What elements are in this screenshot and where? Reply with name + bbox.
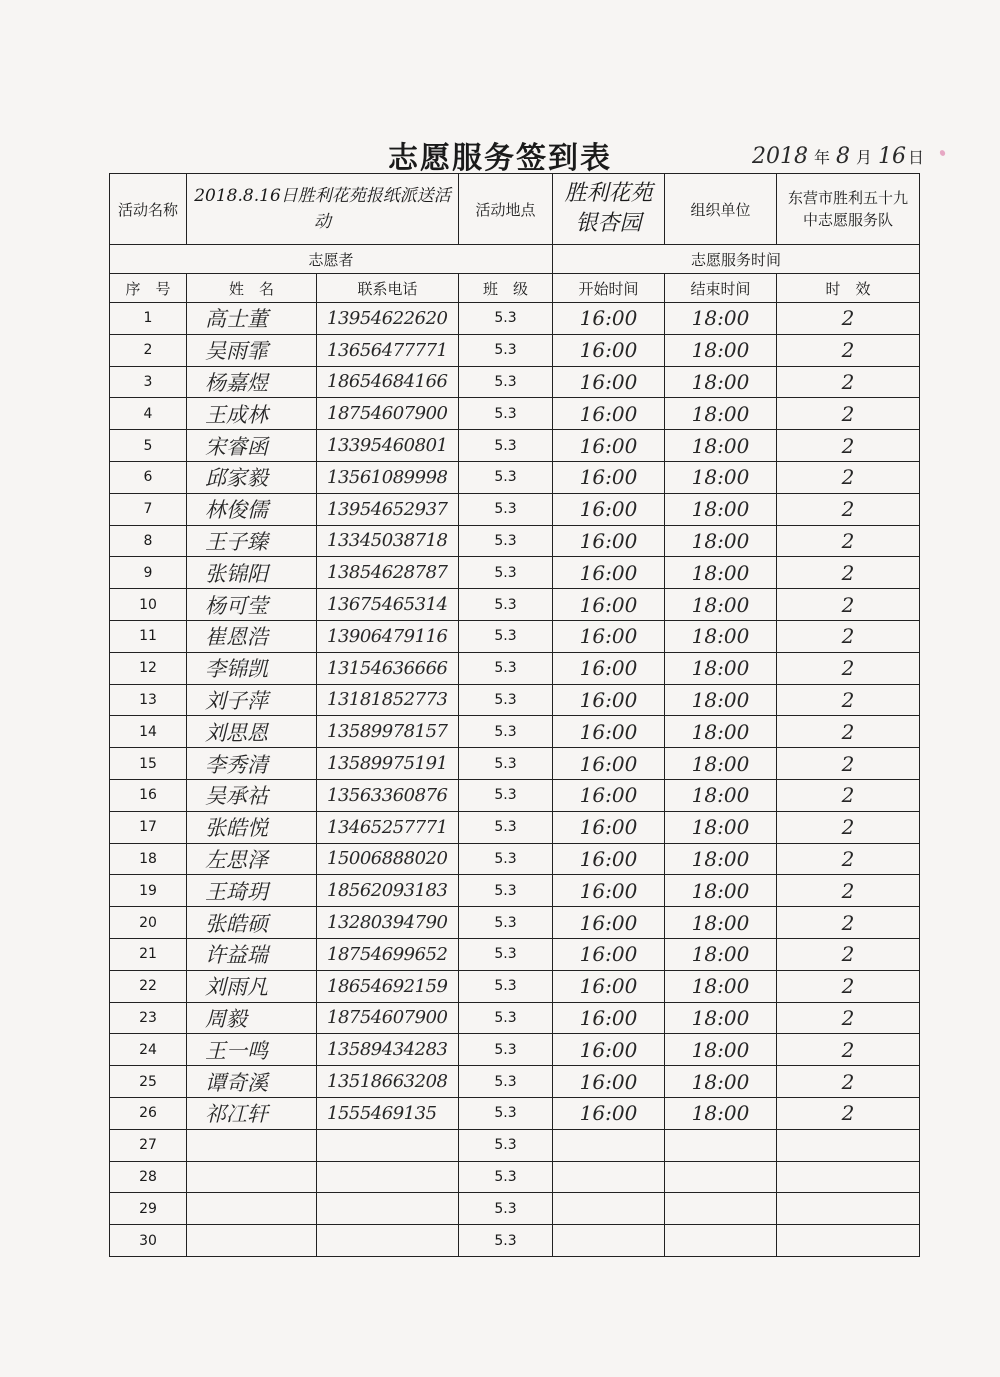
cell-name: 谭奇溪 bbox=[187, 1066, 317, 1098]
cell-start-time: 16:00 bbox=[553, 366, 665, 398]
cell-phone: 13954652937 bbox=[317, 493, 459, 525]
cell-no: 3 bbox=[110, 366, 187, 398]
date-year-unit: 年 bbox=[814, 148, 831, 167]
date-line bbox=[752, 144, 930, 169]
cell-hours: 2 bbox=[777, 748, 920, 780]
header-class: 班 级 bbox=[459, 274, 553, 303]
cell-phone: 13181852773 bbox=[317, 684, 459, 716]
cell-phone: 13954622620 bbox=[317, 303, 459, 335]
cell-end-time: 18:00 bbox=[665, 748, 777, 780]
cell-name: 王成林 bbox=[187, 398, 317, 430]
cell-name: 吴承祜 bbox=[187, 779, 317, 811]
cell-name bbox=[187, 1225, 317, 1257]
cell-end-time bbox=[665, 1193, 777, 1225]
cell-class: 5.3 bbox=[459, 557, 553, 589]
date-day: 16 bbox=[878, 144, 907, 169]
header-start: 开始时间 bbox=[553, 274, 665, 303]
cell-class: 5.3 bbox=[459, 938, 553, 970]
cell-start-time: 16:00 bbox=[553, 589, 665, 621]
header-phone: 联系电话 bbox=[317, 274, 459, 303]
cell-end-time: 18:00 bbox=[665, 589, 777, 621]
cell-no: 27 bbox=[110, 1129, 187, 1161]
cell-end-time: 18:00 bbox=[665, 1034, 777, 1066]
page-title: 志愿服务签到表 bbox=[388, 141, 612, 176]
cell-class: 5.3 bbox=[459, 525, 553, 557]
cell-phone bbox=[317, 1193, 459, 1225]
cell-no: 20 bbox=[110, 907, 187, 939]
cell-class: 5.3 bbox=[459, 652, 553, 684]
date-year: 2018 bbox=[752, 144, 808, 169]
table-row bbox=[110, 1161, 920, 1193]
cell-hours: 2 bbox=[777, 557, 920, 589]
cell-end-time: 18:00 bbox=[665, 303, 777, 335]
cell-end-time: 18:00 bbox=[665, 970, 777, 1002]
cell-end-time: 18:00 bbox=[665, 811, 777, 843]
cell-end-time: 18:00 bbox=[665, 779, 777, 811]
cell-start-time bbox=[553, 1225, 665, 1257]
cell-end-time: 18:00 bbox=[665, 1097, 777, 1129]
cell-phone: 13561089998 bbox=[317, 461, 459, 493]
cell-no: 11 bbox=[110, 620, 187, 652]
table-row bbox=[110, 303, 920, 335]
cell-name bbox=[187, 1193, 317, 1225]
cell-hours: 2 bbox=[777, 684, 920, 716]
cell-class: 5.3 bbox=[459, 843, 553, 875]
cell-phone: 13280394790 bbox=[317, 907, 459, 939]
cell-phone: 13154636666 bbox=[317, 652, 459, 684]
table-row bbox=[110, 843, 920, 875]
date-month: 8 bbox=[836, 144, 851, 169]
cell-class: 5.3 bbox=[459, 970, 553, 1002]
cell-phone: 15006888020 bbox=[317, 843, 459, 875]
cell-hours: 2 bbox=[777, 970, 920, 1002]
cell-name: 李秀清 bbox=[187, 748, 317, 780]
cell-no: 18 bbox=[110, 843, 187, 875]
cell-no: 5 bbox=[110, 430, 187, 462]
cell-phone: 18754607900 bbox=[317, 1002, 459, 1034]
cell-class: 5.3 bbox=[459, 1225, 553, 1257]
cell-class: 5.3 bbox=[459, 716, 553, 748]
sign-in-table bbox=[109, 173, 920, 1257]
cell-name: 邱家毅 bbox=[187, 461, 317, 493]
location-label: 活动地点 bbox=[459, 174, 553, 245]
cell-name: 周毅 bbox=[187, 1002, 317, 1034]
cell-class: 5.3 bbox=[459, 1034, 553, 1066]
cell-phone: 13854628787 bbox=[317, 557, 459, 589]
cell-phone: 13345038718 bbox=[317, 525, 459, 557]
cell-start-time: 16:00 bbox=[553, 493, 665, 525]
cell-no: 12 bbox=[110, 652, 187, 684]
table-row bbox=[110, 652, 920, 684]
cell-name: 高士董 bbox=[187, 303, 317, 335]
header-hours: 时 效 bbox=[777, 274, 920, 303]
cell-hours: 2 bbox=[777, 620, 920, 652]
cell-class: 5.3 bbox=[459, 398, 553, 430]
cell-start-time: 16:00 bbox=[553, 303, 665, 335]
cell-no: 28 bbox=[110, 1161, 187, 1193]
cell-start-time: 16:00 bbox=[553, 334, 665, 366]
cell-start-time: 16:00 bbox=[553, 1066, 665, 1098]
cell-phone: 13465257771 bbox=[317, 811, 459, 843]
cell-end-time: 18:00 bbox=[665, 843, 777, 875]
cell-start-time: 16:00 bbox=[553, 779, 665, 811]
cell-name: 刘子萍 bbox=[187, 684, 317, 716]
cell-end-time: 18:00 bbox=[665, 652, 777, 684]
cell-no: 4 bbox=[110, 398, 187, 430]
cell-hours: 2 bbox=[777, 907, 920, 939]
cell-phone: 18654684166 bbox=[317, 366, 459, 398]
cell-class: 5.3 bbox=[459, 779, 553, 811]
activity-name-value: 2018.8.16日胜利花苑报纸派送活动 bbox=[187, 174, 459, 245]
cell-name: 王一鸣 bbox=[187, 1034, 317, 1066]
cell-phone: 13563360876 bbox=[317, 779, 459, 811]
cell-name: 宋睿函 bbox=[187, 430, 317, 462]
cell-start-time: 16:00 bbox=[553, 938, 665, 970]
cell-class: 5.3 bbox=[459, 811, 553, 843]
date-day-unit: 日 bbox=[908, 148, 925, 167]
cell-end-time: 18:00 bbox=[665, 493, 777, 525]
cell-start-time: 16:00 bbox=[553, 875, 665, 907]
cell-phone bbox=[317, 1161, 459, 1193]
cell-name: 崔恩浩 bbox=[187, 620, 317, 652]
cell-phone: 13589975191 bbox=[317, 748, 459, 780]
cell-class: 5.3 bbox=[459, 366, 553, 398]
cell-name: 刘思恩 bbox=[187, 716, 317, 748]
header-name: 姓 名 bbox=[187, 274, 317, 303]
group-volunteer: 志愿者 bbox=[110, 245, 553, 274]
cell-start-time: 16:00 bbox=[553, 557, 665, 589]
cell-name: 王子臻 bbox=[187, 525, 317, 557]
table-row bbox=[110, 1097, 920, 1129]
cell-start-time: 16:00 bbox=[553, 620, 665, 652]
table-row bbox=[110, 1193, 920, 1225]
cell-phone: 18562093183 bbox=[317, 875, 459, 907]
cell-end-time: 18:00 bbox=[665, 398, 777, 430]
table-row bbox=[110, 430, 920, 462]
activity-name-label: 活动名称 bbox=[110, 174, 187, 245]
cell-end-time: 18:00 bbox=[665, 938, 777, 970]
cell-start-time: 16:00 bbox=[553, 811, 665, 843]
cell-no: 7 bbox=[110, 493, 187, 525]
cell-no: 14 bbox=[110, 716, 187, 748]
cell-end-time: 18:00 bbox=[665, 430, 777, 462]
cell-phone: 18754699652 bbox=[317, 938, 459, 970]
cell-name: 王琦玥 bbox=[187, 875, 317, 907]
cell-start-time: 16:00 bbox=[553, 461, 665, 493]
cell-hours bbox=[777, 1225, 920, 1257]
cell-hours: 2 bbox=[777, 430, 920, 462]
cell-class: 5.3 bbox=[459, 1129, 553, 1161]
cell-no: 15 bbox=[110, 748, 187, 780]
activity-info-row bbox=[110, 174, 920, 245]
cell-start-time: 16:00 bbox=[553, 970, 665, 1002]
table-row bbox=[110, 493, 920, 525]
table-row bbox=[110, 1225, 920, 1257]
table-row bbox=[110, 970, 920, 1002]
cell-phone: 13518663208 bbox=[317, 1066, 459, 1098]
cell-end-time: 18:00 bbox=[665, 557, 777, 589]
cell-no: 23 bbox=[110, 1002, 187, 1034]
cell-hours: 2 bbox=[777, 652, 920, 684]
cell-class: 5.3 bbox=[459, 303, 553, 335]
cell-hours: 2 bbox=[777, 938, 920, 970]
cell-end-time: 18:00 bbox=[665, 1066, 777, 1098]
cell-end-time: 18:00 bbox=[665, 525, 777, 557]
table-row bbox=[110, 366, 920, 398]
cell-phone bbox=[317, 1129, 459, 1161]
cell-no: 22 bbox=[110, 970, 187, 1002]
cell-hours: 2 bbox=[777, 843, 920, 875]
cell-end-time: 18:00 bbox=[665, 366, 777, 398]
cell-start-time: 16:00 bbox=[553, 1034, 665, 1066]
cell-no: 1 bbox=[110, 303, 187, 335]
cell-end-time: 18:00 bbox=[665, 620, 777, 652]
cell-class: 5.3 bbox=[459, 907, 553, 939]
cell-no: 21 bbox=[110, 938, 187, 970]
cell-name: 吴雨霏 bbox=[187, 334, 317, 366]
cell-start-time: 16:00 bbox=[553, 652, 665, 684]
table-row bbox=[110, 1066, 920, 1098]
table-row bbox=[110, 589, 920, 621]
cell-phone: 13675465314 bbox=[317, 589, 459, 621]
cell-hours: 2 bbox=[777, 1034, 920, 1066]
cell-hours: 2 bbox=[777, 334, 920, 366]
cell-hours: 2 bbox=[777, 493, 920, 525]
table-row bbox=[110, 620, 920, 652]
group-header-row bbox=[110, 245, 920, 274]
table-row bbox=[110, 334, 920, 366]
table-row bbox=[110, 1002, 920, 1034]
cell-class: 5.3 bbox=[459, 589, 553, 621]
cell-start-time: 16:00 bbox=[553, 843, 665, 875]
cell-hours: 2 bbox=[777, 589, 920, 621]
cell-class: 5.3 bbox=[459, 1193, 553, 1225]
cell-phone: 18754607900 bbox=[317, 398, 459, 430]
cell-no: 24 bbox=[110, 1034, 187, 1066]
cell-end-time: 18:00 bbox=[665, 875, 777, 907]
cell-name: 张皓悦 bbox=[187, 811, 317, 843]
cell-class: 5.3 bbox=[459, 748, 553, 780]
column-header-row bbox=[110, 274, 920, 303]
table-row bbox=[110, 1034, 920, 1066]
cell-class: 5.3 bbox=[459, 684, 553, 716]
cell-hours: 2 bbox=[777, 1066, 920, 1098]
cell-no: 26 bbox=[110, 1097, 187, 1129]
cell-class: 5.3 bbox=[459, 1161, 553, 1193]
cell-hours bbox=[777, 1129, 920, 1161]
cell-hours: 2 bbox=[777, 1097, 920, 1129]
cell-end-time bbox=[665, 1129, 777, 1161]
cell-no: 17 bbox=[110, 811, 187, 843]
table-row bbox=[110, 525, 920, 557]
cell-name bbox=[187, 1129, 317, 1161]
cell-hours: 2 bbox=[777, 811, 920, 843]
cell-start-time: 16:00 bbox=[553, 398, 665, 430]
table-row bbox=[110, 398, 920, 430]
cell-no: 8 bbox=[110, 525, 187, 557]
table-row bbox=[110, 557, 920, 589]
cell-end-time: 18:00 bbox=[665, 684, 777, 716]
cell-hours bbox=[777, 1161, 920, 1193]
cell-name: 祁冮轩 bbox=[187, 1097, 317, 1129]
cell-class: 5.3 bbox=[459, 1097, 553, 1129]
cell-name: 许益瑞 bbox=[187, 938, 317, 970]
table-row bbox=[110, 875, 920, 907]
cell-no: 9 bbox=[110, 557, 187, 589]
cell-no: 19 bbox=[110, 875, 187, 907]
cell-class: 5.3 bbox=[459, 461, 553, 493]
cell-hours: 2 bbox=[777, 398, 920, 430]
cell-no: 13 bbox=[110, 684, 187, 716]
cell-end-time: 18:00 bbox=[665, 907, 777, 939]
cell-class: 5.3 bbox=[459, 1002, 553, 1034]
cell-no: 6 bbox=[110, 461, 187, 493]
cell-class: 5.3 bbox=[459, 334, 553, 366]
cell-hours: 2 bbox=[777, 1002, 920, 1034]
cell-name bbox=[187, 1161, 317, 1193]
table-row bbox=[110, 811, 920, 843]
cell-phone: 18654692159 bbox=[317, 970, 459, 1002]
cell-class: 5.3 bbox=[459, 430, 553, 462]
cell-end-time: 18:00 bbox=[665, 1002, 777, 1034]
org-label: 组织单位 bbox=[665, 174, 777, 245]
cell-hours: 2 bbox=[777, 779, 920, 811]
cell-no: 2 bbox=[110, 334, 187, 366]
cell-start-time: 16:00 bbox=[553, 525, 665, 557]
cell-hours: 2 bbox=[777, 525, 920, 557]
cell-class: 5.3 bbox=[459, 620, 553, 652]
cell-end-time bbox=[665, 1225, 777, 1257]
cell-phone: 13656477771 bbox=[317, 334, 459, 366]
table-row bbox=[110, 1129, 920, 1161]
header-no: 序 号 bbox=[110, 274, 187, 303]
table-row bbox=[110, 779, 920, 811]
table-row bbox=[110, 748, 920, 780]
cell-class: 5.3 bbox=[459, 875, 553, 907]
cell-start-time: 16:00 bbox=[553, 907, 665, 939]
cell-name: 张锦阳 bbox=[187, 557, 317, 589]
cell-end-time: 18:00 bbox=[665, 334, 777, 366]
cell-phone: 13395460801 bbox=[317, 430, 459, 462]
cell-phone bbox=[317, 1225, 459, 1257]
cell-name: 张皓硕 bbox=[187, 907, 317, 939]
cell-end-time: 18:00 bbox=[665, 716, 777, 748]
table-row bbox=[110, 907, 920, 939]
cell-phone: 1555469135 bbox=[317, 1097, 459, 1129]
cell-phone: 13589434283 bbox=[317, 1034, 459, 1066]
table-row bbox=[110, 684, 920, 716]
cell-start-time bbox=[553, 1161, 665, 1193]
cell-start-time bbox=[553, 1129, 665, 1161]
cell-phone: 13589978157 bbox=[317, 716, 459, 748]
cell-name: 左思泽 bbox=[187, 843, 317, 875]
cell-name: 杨可莹 bbox=[187, 589, 317, 621]
org-value: 东营市胜利五十九中志愿服务队 bbox=[777, 174, 920, 245]
cell-class: 5.3 bbox=[459, 493, 553, 525]
cell-start-time bbox=[553, 1193, 665, 1225]
cell-start-time: 16:00 bbox=[553, 1002, 665, 1034]
cell-start-time: 16:00 bbox=[553, 1097, 665, 1129]
cell-no: 29 bbox=[110, 1193, 187, 1225]
cell-start-time: 16:00 bbox=[553, 748, 665, 780]
table-row bbox=[110, 938, 920, 970]
cell-end-time bbox=[665, 1161, 777, 1193]
header-end: 结束时间 bbox=[665, 274, 777, 303]
cell-hours: 2 bbox=[777, 366, 920, 398]
cell-hours: 2 bbox=[777, 461, 920, 493]
cell-name: 杨嘉煜 bbox=[187, 366, 317, 398]
cell-phone: 13906479116 bbox=[317, 620, 459, 652]
cell-name: 李锦凯 bbox=[187, 652, 317, 684]
cell-hours: 2 bbox=[777, 875, 920, 907]
cell-start-time: 16:00 bbox=[553, 716, 665, 748]
table-row bbox=[110, 461, 920, 493]
cell-name: 刘雨凡 bbox=[187, 970, 317, 1002]
cell-name: 林俊儒 bbox=[187, 493, 317, 525]
cell-start-time: 16:00 bbox=[553, 430, 665, 462]
date-month-unit: 月 bbox=[856, 148, 873, 167]
cell-hours: 2 bbox=[777, 716, 920, 748]
cell-hours: 2 bbox=[777, 303, 920, 335]
location-value: 胜利花苑银杏园 bbox=[553, 174, 665, 245]
table-row bbox=[110, 716, 920, 748]
cell-start-time: 16:00 bbox=[553, 684, 665, 716]
cell-class: 5.3 bbox=[459, 1066, 553, 1098]
cell-no: 10 bbox=[110, 589, 187, 621]
cell-no: 16 bbox=[110, 779, 187, 811]
group-service-time: 志愿服务时间 bbox=[553, 245, 920, 274]
cell-no: 30 bbox=[110, 1225, 187, 1257]
cell-no: 25 bbox=[110, 1066, 187, 1098]
cell-end-time: 18:00 bbox=[665, 461, 777, 493]
cell-hours bbox=[777, 1193, 920, 1225]
